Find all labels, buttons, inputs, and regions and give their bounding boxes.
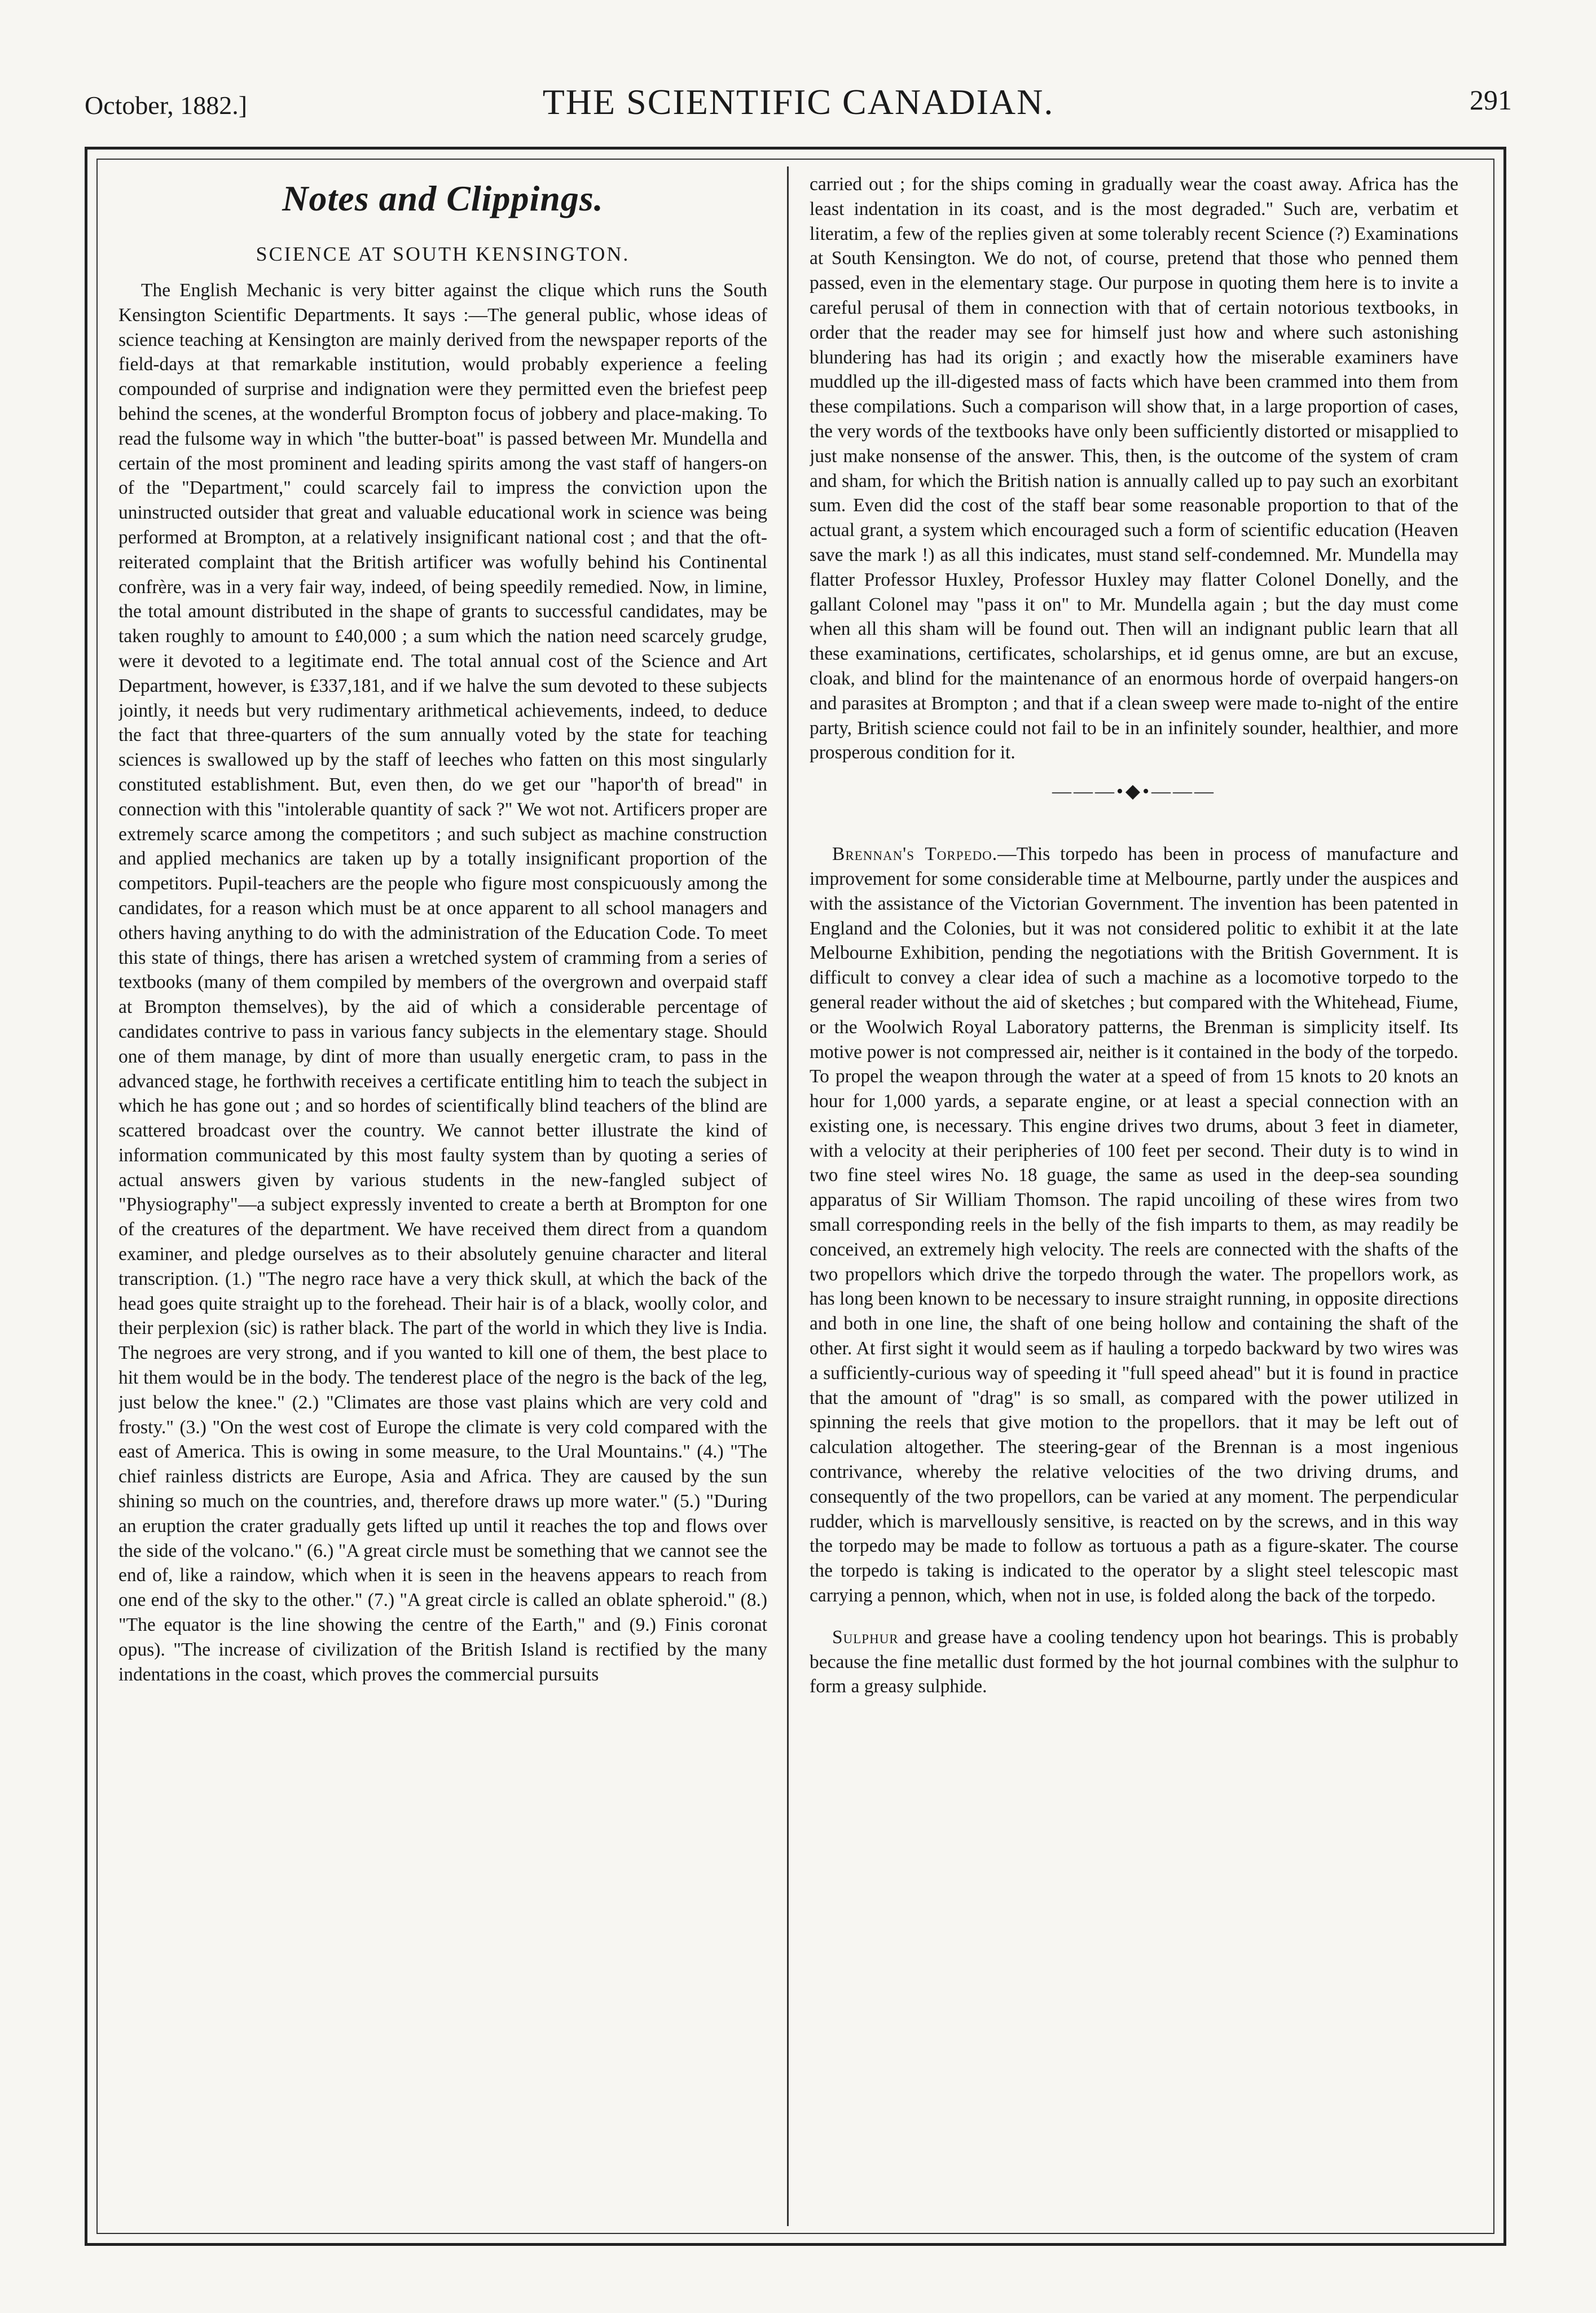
page-number: 291	[1470, 84, 1512, 116]
left-column	[118, 172, 767, 2215]
section-ornament: ———•◆•———	[1052, 781, 1216, 802]
article-heading: SCIENCE AT SOUTH KENSINGTON.	[256, 243, 630, 265]
right-column	[810, 172, 1458, 2215]
torpedo-lead: Brennan's Torpedo.	[832, 844, 998, 865]
journal-title: THE SCIENTIFIC CANADIAN.	[542, 82, 1054, 122]
torpedo-article	[810, 842, 1458, 1608]
article-body-left: The English Mechanic is very bitter against the clique which runs the South Kensington Scientific Departments. It says :—The general public, whose ideas of science teaching at Kensington are mainly derived from the newspaper reports of the field-days at that remarkable institution, would probably experience a feeling compounded of surprise and indignation were they permitted even the briefest peep behind the scenes, at the wonderful Brompton focus of jobbery and place-making. To read the fulsome way in which "the butter-boat" is passed between Mr. Mundella and certain of the most prominent and leading spirits among the vast staff of hangers-on of the "Department," could scarcely fail to impress the conviction upon the uninstructed outsider that great and valuable educational work in science was being performed at Brompton, at a relatively insignificant national cost ; and that the oft-reiterated complaint that the British artificer was wofully behind his Continental confrère, was in a very fair way, indeed, of being speedily remedied. Now, in limine, the total amount distributed in the shape of grants to successful candidates, may be taken roughly to amount to £40,000 ; a sum which the nation need scarcely grudge, were it devoted to a legitimate end. The total annual cost of the Science and Art Department, however, is £337,181, and if we halve the sum devoted to these subjects jointly, it needs but very rudimentary arithmetical achievements, indeed, to deduce the fact that three-quarters of the sum annually voted by the state for teaching sciences is swallowed up by the staff of leeches who fatten on this most singularly constituted establishment. But, even then, do we get our "hapor'th of bread" in connection with this "intolerable quantity of sack ?" We wot not. Artificers proper are extremely scarce among the competitors ; and such subject as machine construction and applied mechanics are taken up by a totally insignificant proportion of the competitors. Pupil-teachers are the people who figure most conspicuously among the candidates, for a reason which must be at once apparent to all school managers and others having anything to do with the administration of the Education Code. To meet this state of things, there has arisen a wretched system of cramming from a series of textbooks (many of them compiled by members of the overgrown and overpaid staff at Brompton themselves), by the aid of which a considerable percentage of candidates contrive to pass in various fancy subjects in the elementary stage. Should one of them manage, by dint of more than usually energetic cram, to pass in the advanced stage, he forthwith receives a certificate entitling him to teach the subject in which he has gone out ; and so hordes of scientifically blind teachers of the blind are scattered broadcast over the country. We cannot better illustrate the kind of information communicated by this most faulty system than by quoting a series of actual answers given by various students in the new-fangled subject of "Physiography"—a subject expressly invented to create a berth at Brompton for one of the creatures of the department. We have received them direct from a quandom examiner, and pledge ourselves as to their absolutely genuine character and literal transcription. (1.) "The negro race have a very thick skull, at which the back of the head goes quite straight up to the forehead. Their hair is of a black, woolly color, and their perplexion (sic) is rather black. The part of the world in which they live is India. The negroes are very strong, and if you wanted to kill one of them, the best place to hit them would be in the body. The tenderest place of the negro is the back of the leg, just below the knee." (2.) "Climates are those vast plains which are very cold and frosty." (3.) "On the west cost of Europe the climate is very cold compared with the east of America. This is owing in some measure, to the Ural Mountains." (4.) "The chief rainless districts are Europe, Asia and Africa. They are caused by the sun shining so much on the countries, and, therefore draws up more water." (5.) "During an eruption the crater gradually gets lifted up until it reaches the top and flows over the side of the volcano." (6.) "A great circle must be something that we cannot see the end of, like a raindow, which when it is seen in the heavens appears to reach from one end of the sky to the other." (7.) "A great circle is called an oblate spheroid." (8.) "The equator is the line showing the centre of the Earth," and (9.) Finis coronat opus). "The increase of civilization of the British Island is rectified by the many indentations in the coast, which proves the commercial pursuits	[118, 280, 767, 1685]
section-title: Notes and Clippings.	[282, 178, 604, 218]
page-frame	[85, 147, 1506, 2246]
sulphur-lead: Sulphur	[832, 1626, 899, 1648]
article-body-right: carried out ; for the ships coming in gradually wear the coast away. Africa has the least indentation in its coast, and is the most degraded." Such are, verbatim et literatim, a few of the replies given at some tolerably recent Science (?) Examinations at South Kensington. We do not, of course, pretend that those who penned them passed, even in the elementary stage. Our purpose in quoting them here is to invite a careful perusal of them in connection with that of certain notorious textbooks, in order that the reader may see for himself just how and where such astonishing blundering has had its origin ; and exactly how the miserable examiners have muddled up the ill-digested mass of facts which have been crammed into them from these compilations. Such a comparison will show that, in a large proportion of cases, the very words of the textbooks have only been sufficiently distorted or misapplied to just make nonsense of the answer. This, then, is the outcome of the system of cram and sham, for which the British nation is annually called up to pay such an exorbitant sum. Even did the cost of the staff bear some reasonable proportion to that of the actual grant, a system which encouraged such a form of scientific education (Heaven save the mark !) as all this indicates, must stand self-condemned. Mr. Mundella may flatter Professor Huxley, Professor Huxley may flatter Colonel Donelly, and the gallant Colonel may "pass it on" to Mr. Mundella again ; but the day must come when all this sham will be found out. Then will an indignant public learn that all these examinations, certificates, scholarships, et id genus omne, are but an excuse, cloak, and blind for the maintenance of an enormous horde of overpaid hangers-on and parasites at Brompton ; and that if a clean sweep were made to-night of the entire party, British science could not fail to be in an infinitely sounder, healthier, and more prosperous condition for it.	[810, 174, 1458, 763]
page-header	[85, 79, 1512, 141]
sulphur-article	[810, 1625, 1458, 1699]
torpedo-text: —This torpedo has been in process of manufacture and improvement for some considerable time at Melbourne, partly under the auspices and with the assistance of the Victorian Government. The invention has been patented in England and the Colonies, but it was not considered politic to exhibit it at the late Melbourne Exhibition, pending the negotiations with the British Government. It is difficult to convey a clear idea of such a machine as a locomotive torpedo to the general reader without the aid of sketches ; but compared with the Whitehead, Fiume, or the Woolwich Royal Laboratory patterns, the Brenman is simplicity itself. Its motive power is not compressed air, neither is it contained in the body of the torpedo. To propel the weapon through the water at a speed of from 15 knots to 20 knots an hour for 1,000 yards, a separate engine, or at least a special connection with an existing one, is necessary. This engine drives two drums, about 3 feet in diameter, with a velocity at their peripheries of 100 feet per second. Their duty is to wind in two fine steel wires No. 18 guage, the same as used in the deep-sea sounding apparatus of Sir William Thomson. The rapid uncoiling of these wires from two small corresponding reels in the belly of the fish imparts to them, as may readily be conceived, an extremely high velocity. The reels are connected with the shafts of the two propellors which drive the torpedo through the water. The propellors work, as has long been known to be necessary to insure straight running, in opposite directions and both in one line, the shaft of one being hollow and containing the shaft of the other. At first sight it would seem as if hauling a torpedo backward by two wires was a sufficiently-curious way of speeding it "full speed ahead" but it is found in practice that the amount of "drag" is so small, as compared with the power utilized in spinning the reels that give motion to the propellors. that it may be left out of calculation altogether. The steering-gear of the Brennan is a most ingenious contrivance, whereby the relative velocities of the two driving drums, and consequently of the two propellors, can be varied at any moment. The perpendicular rudder, which is marvellously sensitive, is reacted on by the screws, and in this way the torpedo may be made to follow as tortuous a path as a figure-skater. The course the torpedo is taking is indicated to the operator by a slight steel telescopic mast carrying a pennon, which, when not in use, is folded along the back of the torpedo.	[810, 844, 1458, 1607]
column-divider	[787, 166, 789, 2226]
sulphur-text: and grease have a cooling tendency upon hot bearings. This is probably because the fine metallic dust formed by the hot journal combines with the sulphur to form a greasy sulphide.	[810, 1626, 1458, 1697]
issue-date: October, 1882.]	[85, 91, 248, 120]
